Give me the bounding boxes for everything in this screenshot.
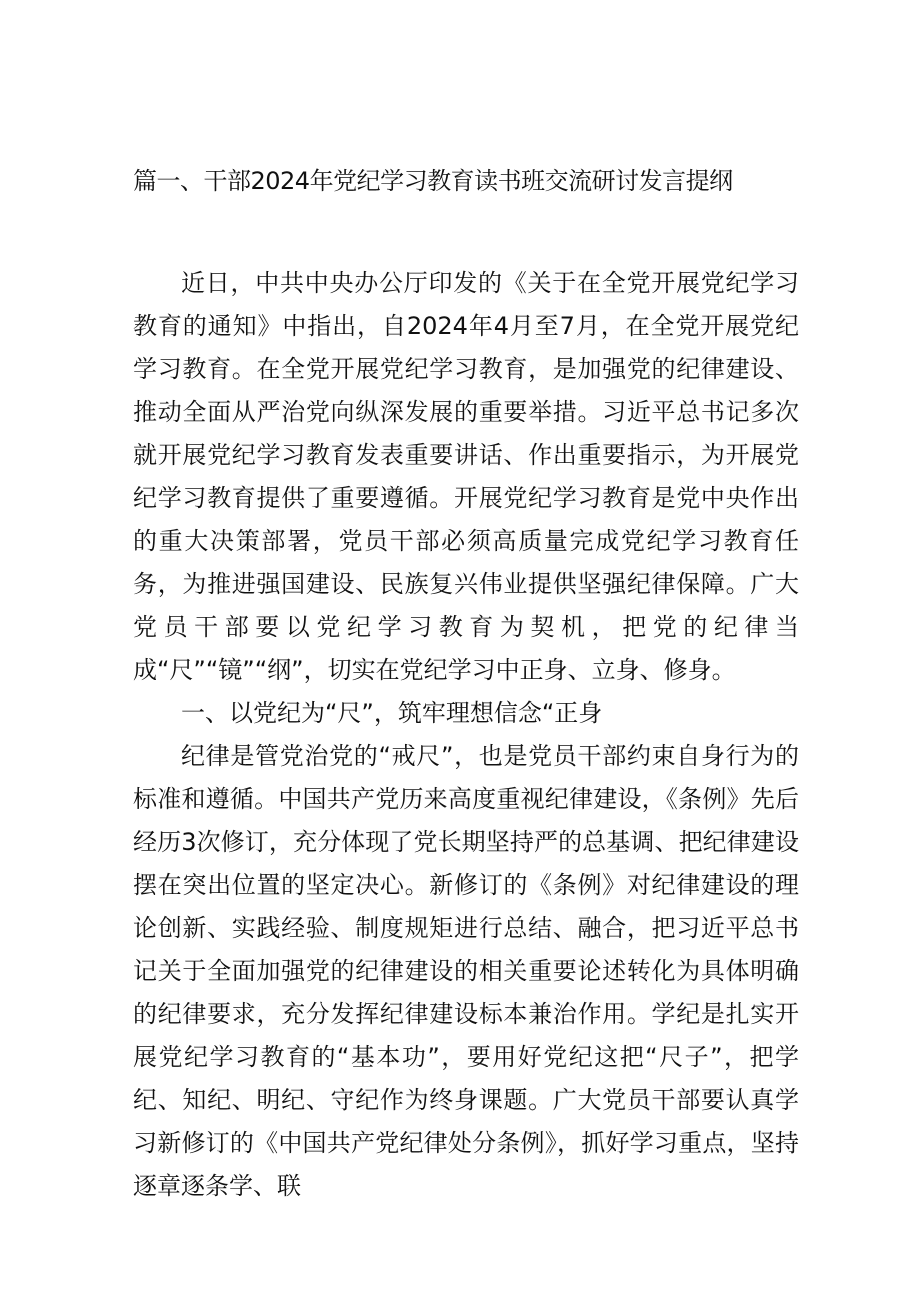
document-title: 篇一、干部2024年党纪学习教育读书班交流研讨发言提纲 bbox=[133, 167, 733, 195]
section-heading: 一、以党纪为“尺”，筑牢理想信念“正身 bbox=[181, 699, 603, 727]
intro-paragraph: 近日，中共中央办公厅印发的《关于在全党开展党纪学习教育的通知》中指出，自2024年4月至7月，在全党开展党纪学习教育。在全党开展党纪学习教育，是加强党的纪律建设、推动全面从严治党向纵深发展的重要举措。习近平总书记多次就开展党纪学习教育发表重要讲话、作出重要指示，为开展党纪学习教育提供了重要遵循。开展党纪学习教育是党中央作出的重大决策部署，党员干部必须高质量完成党纪学习教育任务，为推进强国建设、民族复兴伟业提供坚强纪律保障。广大党员干部要以党纪学习教育为契机，把党的纪律当成“尺”“镜”“纲”，切实在党纪学习中正身、立身、修身。 bbox=[133, 269, 799, 684]
section-paragraph: 纪律是管党治党的“戒尺”，也是党员干部约束自身行为的标准和遵循。中国共产党历来高度重视纪律建设，《条例》先后经历3次修订，充分体现了党长期坚持严的总基调、把纪律建设摆在突出位置的坚定决心。新修订的《条例》对纪律建设的理论创新、实践经验、制度规矩进行总结、融合，把习近平总书记关于全面加强党的纪律建设的相关重要论述转化为具体明确的纪律要求，充分发挥纪律建设标本兼治作用。学纪是扎实开展党纪学习教育的“基本功”，要用好党纪这把“尺子”，把学纪、知纪、明纪、守纪作为终身课题。广大党员干部要认真学习新修订的《中国共产党纪律处分条例》，抓好学习重点，坚持逐章逐条学、联 bbox=[133, 742, 799, 1200]
document-body bbox=[133, 262, 799, 1208]
